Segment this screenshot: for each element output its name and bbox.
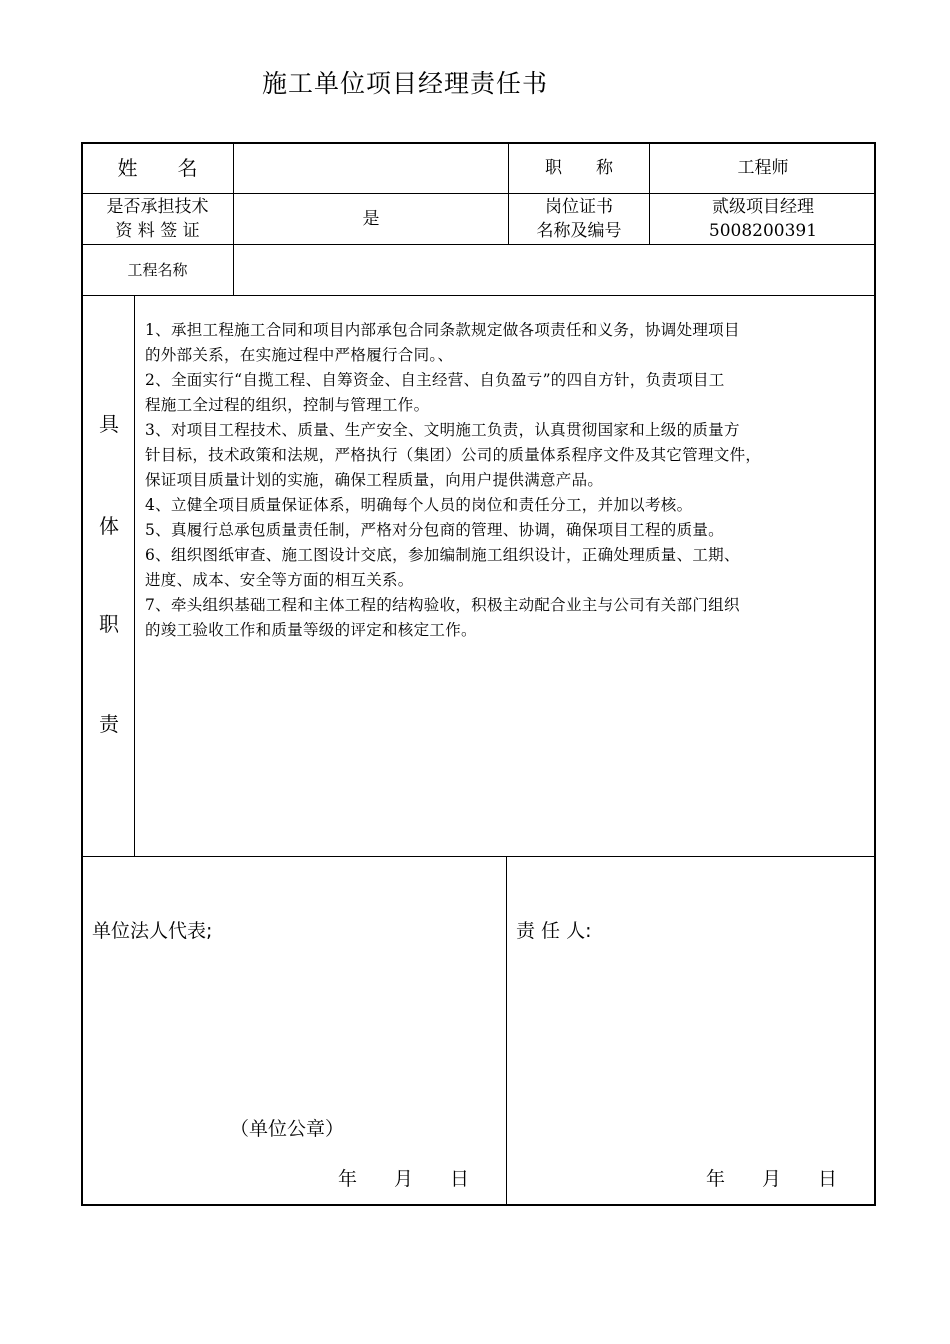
duty-line: 的竣工验收工作和质量等级的评定和核定工作。 bbox=[145, 621, 477, 639]
project-label-text: 工程名称 bbox=[127, 261, 188, 279]
name-label bbox=[82, 143, 233, 193]
date-month: 月 bbox=[762, 1168, 782, 1190]
tech-sign-label bbox=[82, 194, 233, 244]
unit-seal-label: （单位公章） bbox=[230, 1118, 345, 1140]
cert-label-line2: 名称及编号 bbox=[536, 221, 622, 241]
date-day: 日 bbox=[450, 1168, 470, 1190]
column-divider bbox=[134, 295, 135, 856]
duties-side-char: 体 bbox=[99, 514, 119, 538]
responsibility-form bbox=[81, 142, 876, 1206]
cert-name: 贰级项目经理 bbox=[711, 197, 814, 217]
duty-line: 进度、成本、安全等方面的相互关系。 bbox=[145, 571, 414, 589]
date-year: 年 bbox=[338, 1168, 358, 1190]
job-title-label bbox=[509, 143, 649, 193]
duties-side-char: 具 bbox=[99, 412, 119, 436]
duty-line: 4、立健全项目质量保证体系，明确每个人员的岗位和责任分工，并加以考核。 bbox=[145, 496, 693, 514]
job-title-value[interactable] bbox=[650, 143, 876, 193]
duty-line: 的外部关系，在实施过程中严格履行合同。、 bbox=[145, 346, 454, 364]
duties-side-char: 责 bbox=[99, 712, 119, 736]
cert-value[interactable] bbox=[650, 194, 876, 244]
date-year: 年 bbox=[706, 1168, 726, 1190]
duties-side-char: 职 bbox=[99, 612, 119, 636]
tech-sign-value-text: 是 bbox=[362, 209, 380, 229]
tech-sign-label-line1: 是否承担技术 bbox=[106, 197, 209, 217]
duty-line: 3、对项目工程技术、质量、生产安全、文明施工负责，认真贯彻国家和上级的质量方 bbox=[145, 421, 740, 439]
date-month: 月 bbox=[394, 1168, 414, 1190]
column-divider bbox=[506, 856, 507, 1205]
duty-line: 5、真履行总承包质量责任制，严格对分包商的管理、协调，确保项目工程的质量。 bbox=[145, 521, 724, 539]
row-divider bbox=[82, 856, 876, 857]
cert-number: 5008200391 bbox=[708, 221, 818, 241]
duties-text bbox=[145, 318, 867, 643]
date-day: 日 bbox=[818, 1168, 838, 1190]
duty-line: 针目标，技术政策和法规，严格执行（集团）公司的质量体系程序文件及其它管理文件， bbox=[145, 446, 762, 464]
project-value[interactable] bbox=[234, 245, 876, 295]
job-title-value-text: 工程师 bbox=[737, 158, 789, 178]
unit-rep-label: 单位法人代表; bbox=[92, 920, 213, 942]
unit-date bbox=[338, 1164, 469, 1191]
responsible-date bbox=[706, 1164, 837, 1191]
project-label bbox=[82, 245, 233, 295]
duty-line: 程施工全过程的组织，控制与管理工作。 bbox=[145, 396, 430, 414]
job-title-label-text: 职 称 bbox=[545, 158, 613, 178]
document-title: 施工单位项目经理责任书 bbox=[262, 69, 549, 98]
cert-label-line1: 岗位证书 bbox=[545, 197, 613, 217]
duty-line: 2、全面实行“自揽工程、自筹资金、自主经营、自负盈亏”的四自方针，负责项目工 bbox=[145, 371, 725, 389]
duty-line: 7、牵头组织基础工程和主体工程的结构验收，积极主动配合业主与公司有关部门组织 bbox=[145, 596, 740, 614]
responsible-label: 责 任 人: bbox=[516, 920, 592, 942]
tech-sign-value[interactable] bbox=[234, 194, 508, 244]
cert-label bbox=[509, 194, 649, 244]
duty-line: 1、承担工程施工合同和项目内部承包合同条款规定做各项责任和义务，协调处理项目 bbox=[145, 321, 740, 339]
row-divider bbox=[82, 295, 876, 296]
name-label-text: 姓 名 bbox=[117, 156, 198, 180]
duty-line: 6、组织图纸审查、施工图设计交底，参加编制施工组织设计，正确处理质量、工期、 bbox=[145, 546, 740, 564]
duty-line: 保证项目质量计划的实施，确保工程质量，向用户提供满意产品。 bbox=[145, 471, 604, 489]
tech-sign-label-line2: 资 料 签 证 bbox=[115, 221, 200, 241]
name-value[interactable] bbox=[234, 143, 508, 193]
